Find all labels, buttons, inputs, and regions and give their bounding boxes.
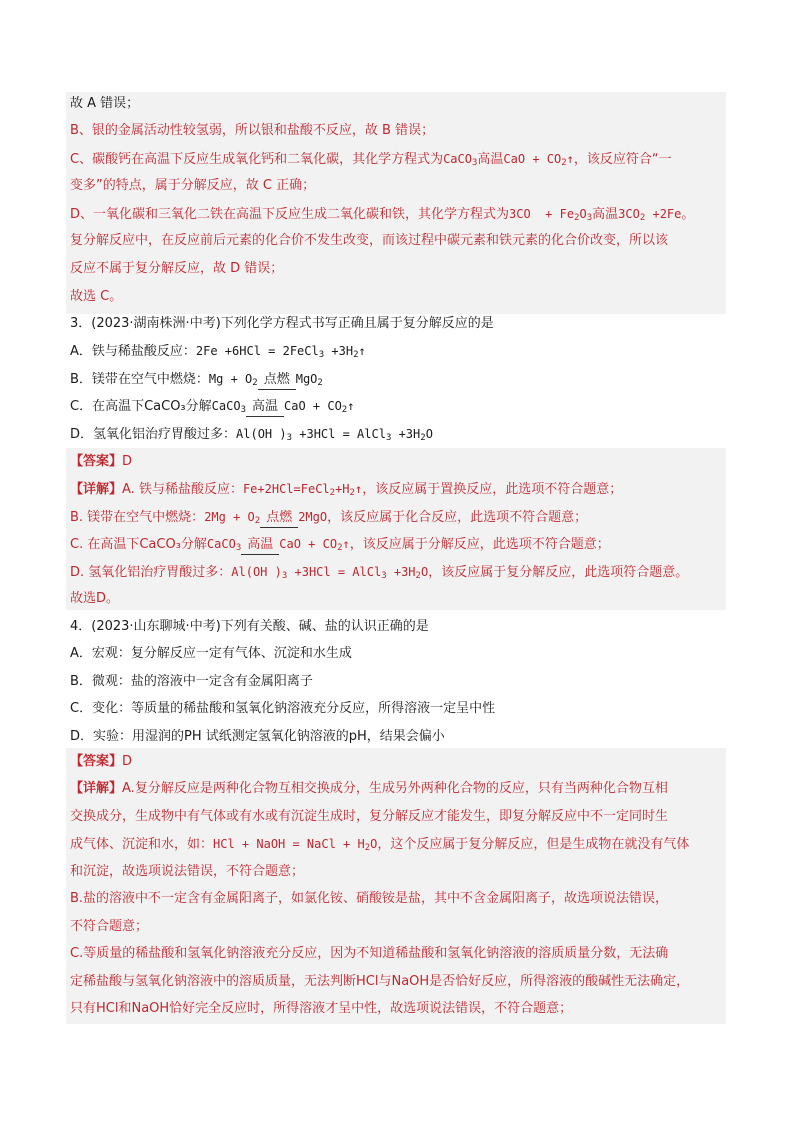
question-3-stem: 3．(2023·湖南株洲·中考)下列化学方程式书写正确且属于复分解反应的是 [70, 316, 494, 331]
q4-option-b: B．微观：盐的溶液中一定含有金属阳离子 [70, 674, 313, 689]
text-line: D、一氧化碳和三氧化二铁在高温下反应生成二氧化碳和铁，其化学方程式为$3CO + Fe_2O_3$高温$3CO_2 +2Fe$。 [70, 207, 695, 223]
q3-detail-d: D. 氢氧化铝治疗胃酸过多：Al(OH )$_3 +3HCl$ = AlCl$_3$ $+3H_2O$，该反应属于复分解反应，此选项符合题意。 [70, 565, 689, 581]
q4-detail-line: 不符合题意； [70, 919, 149, 934]
text-line: 故选 C。 [70, 289, 123, 304]
text-line: B、银的金属活动性较氢弱，所以银和盐酸不反应，故 B 错误； [70, 123, 435, 138]
q4-option-c: C．变化：等质量的稀盐酸和氢氧化钠溶液充分反应，所得溶液一定呈中性 [70, 701, 496, 716]
text-line: 故 A 错误； [70, 96, 140, 111]
q4-answer: 【答案】D [70, 754, 133, 769]
q4-option-a: A．宏观：复分解反应一定有气体、沉淀和水生成 [70, 646, 352, 661]
question-4-stem: 4．(2023·山东聊城·中考)下列有关酸、碱、盐的认识正确的是 [70, 619, 429, 634]
q4-detail-line: 和沉淀，故选项说法错误，不符合题意； [70, 864, 305, 879]
text-line: 反应不属于复分解反应，故 D 错误； [70, 261, 284, 276]
q4-option-d: D．实验：用湿润的PH 试纸测定氢氧化钠溶液的pH，结果会偏小 [70, 729, 445, 744]
q4-detail-line: C.等质量的稀盐酸和氢氧化钠溶液充分反应，因为不知道稀盐酸和氢氧化钠溶液的溶质质量分数，无法确 [70, 946, 669, 961]
q3-option-d: D．氢氧化铝治疗胃酸过多：Al(OH )$_3 +3HCl$ = AlCl$_3$ $+3H_2O$ [70, 427, 433, 443]
q3-option-a: A．铁与稀盐酸反应：2Fe +6HCl = 2FeCl$_3$ $+3H_2↑$ [70, 344, 366, 360]
q3-option-c: C．在高温下CaCO₃分解CaCO$_3$ 高温 CaO + $CO_2↑$ [70, 399, 355, 415]
text-line: 变多”的特点，属于分解反应，故 C 正确； [70, 178, 316, 193]
q4-detail-line: 【详解】A.复分解反应是两种化合物互相交换成分，生成另外两种化合物的反应，只有当两种化合物互相 [70, 781, 668, 796]
q3-answer: 【答案】D [70, 454, 133, 469]
text-line: 复分解反应中，在反应前后元素的化合价不发生改变，而该过程中碳元素和铁元素的化合价改变，所以该 [70, 233, 669, 248]
explanation-block-2 [66, 448, 726, 610]
q4-detail-line: 成气体、沉淀和水，如：HCl + NaOH = NaCl + $H_2O$，这个反应属于复分解反应，但是生成物在就没有气体 [70, 837, 690, 853]
q4-detail-line: 交换成分，生成物中有气体或有水或有沉淀生成时，复分解反应才能发生，即复分解反应中不一定同时生 [70, 809, 669, 824]
q3-detail-a: 【详解】A. 铁与稀盐酸反应：$Fe+2HCl=FeCl_2+H_2↑$，该反应属于置换反应，此选项不符合题意； [70, 482, 623, 498]
q3-option-b: B．镁带在空气中燃烧：$Mg + O_2$ 点燃 MgO$_2$ [70, 372, 323, 388]
q3-conclusion: 故选D。 [70, 591, 120, 606]
q3-detail-b: B. 镁带在空气中燃烧：$2Mg + O_2$ 点燃 2MgO，该反应属于化合反应，此选项不符合题意； [70, 510, 588, 526]
text-line: C、碳酸钙在高温下反应生成氧化钙和二氧化碳，其化学方程式为CaCO$_3$高温CaO + $CO_2↑$，该反应符合“一 [70, 152, 672, 168]
q4-detail-line: 定稀盐酸与氢氧化钠溶液中的溶质质量，无法判断HCl与NaOH是否恰好反应，所得溶液的酸碱性无法确定， [70, 974, 690, 989]
q3-detail-c: C. 在高温下CaCO₃分解CaCO$_3$ 高温 CaO + $CO_2↑$，该反应属于分解反应，此选项不符合题意； [70, 537, 610, 553]
q4-detail-line: B.盐的溶液中不一定含有金属阳离子，如氯化铵、硝酸铵是盐，其中不含金属阳离子，故选项说法错误， [70, 891, 669, 906]
q4-detail-line: 只有HCl和NaOH恰好完全反应时，所得溶液才呈中性，故选项说法错误，不符合题意； [70, 1001, 573, 1016]
